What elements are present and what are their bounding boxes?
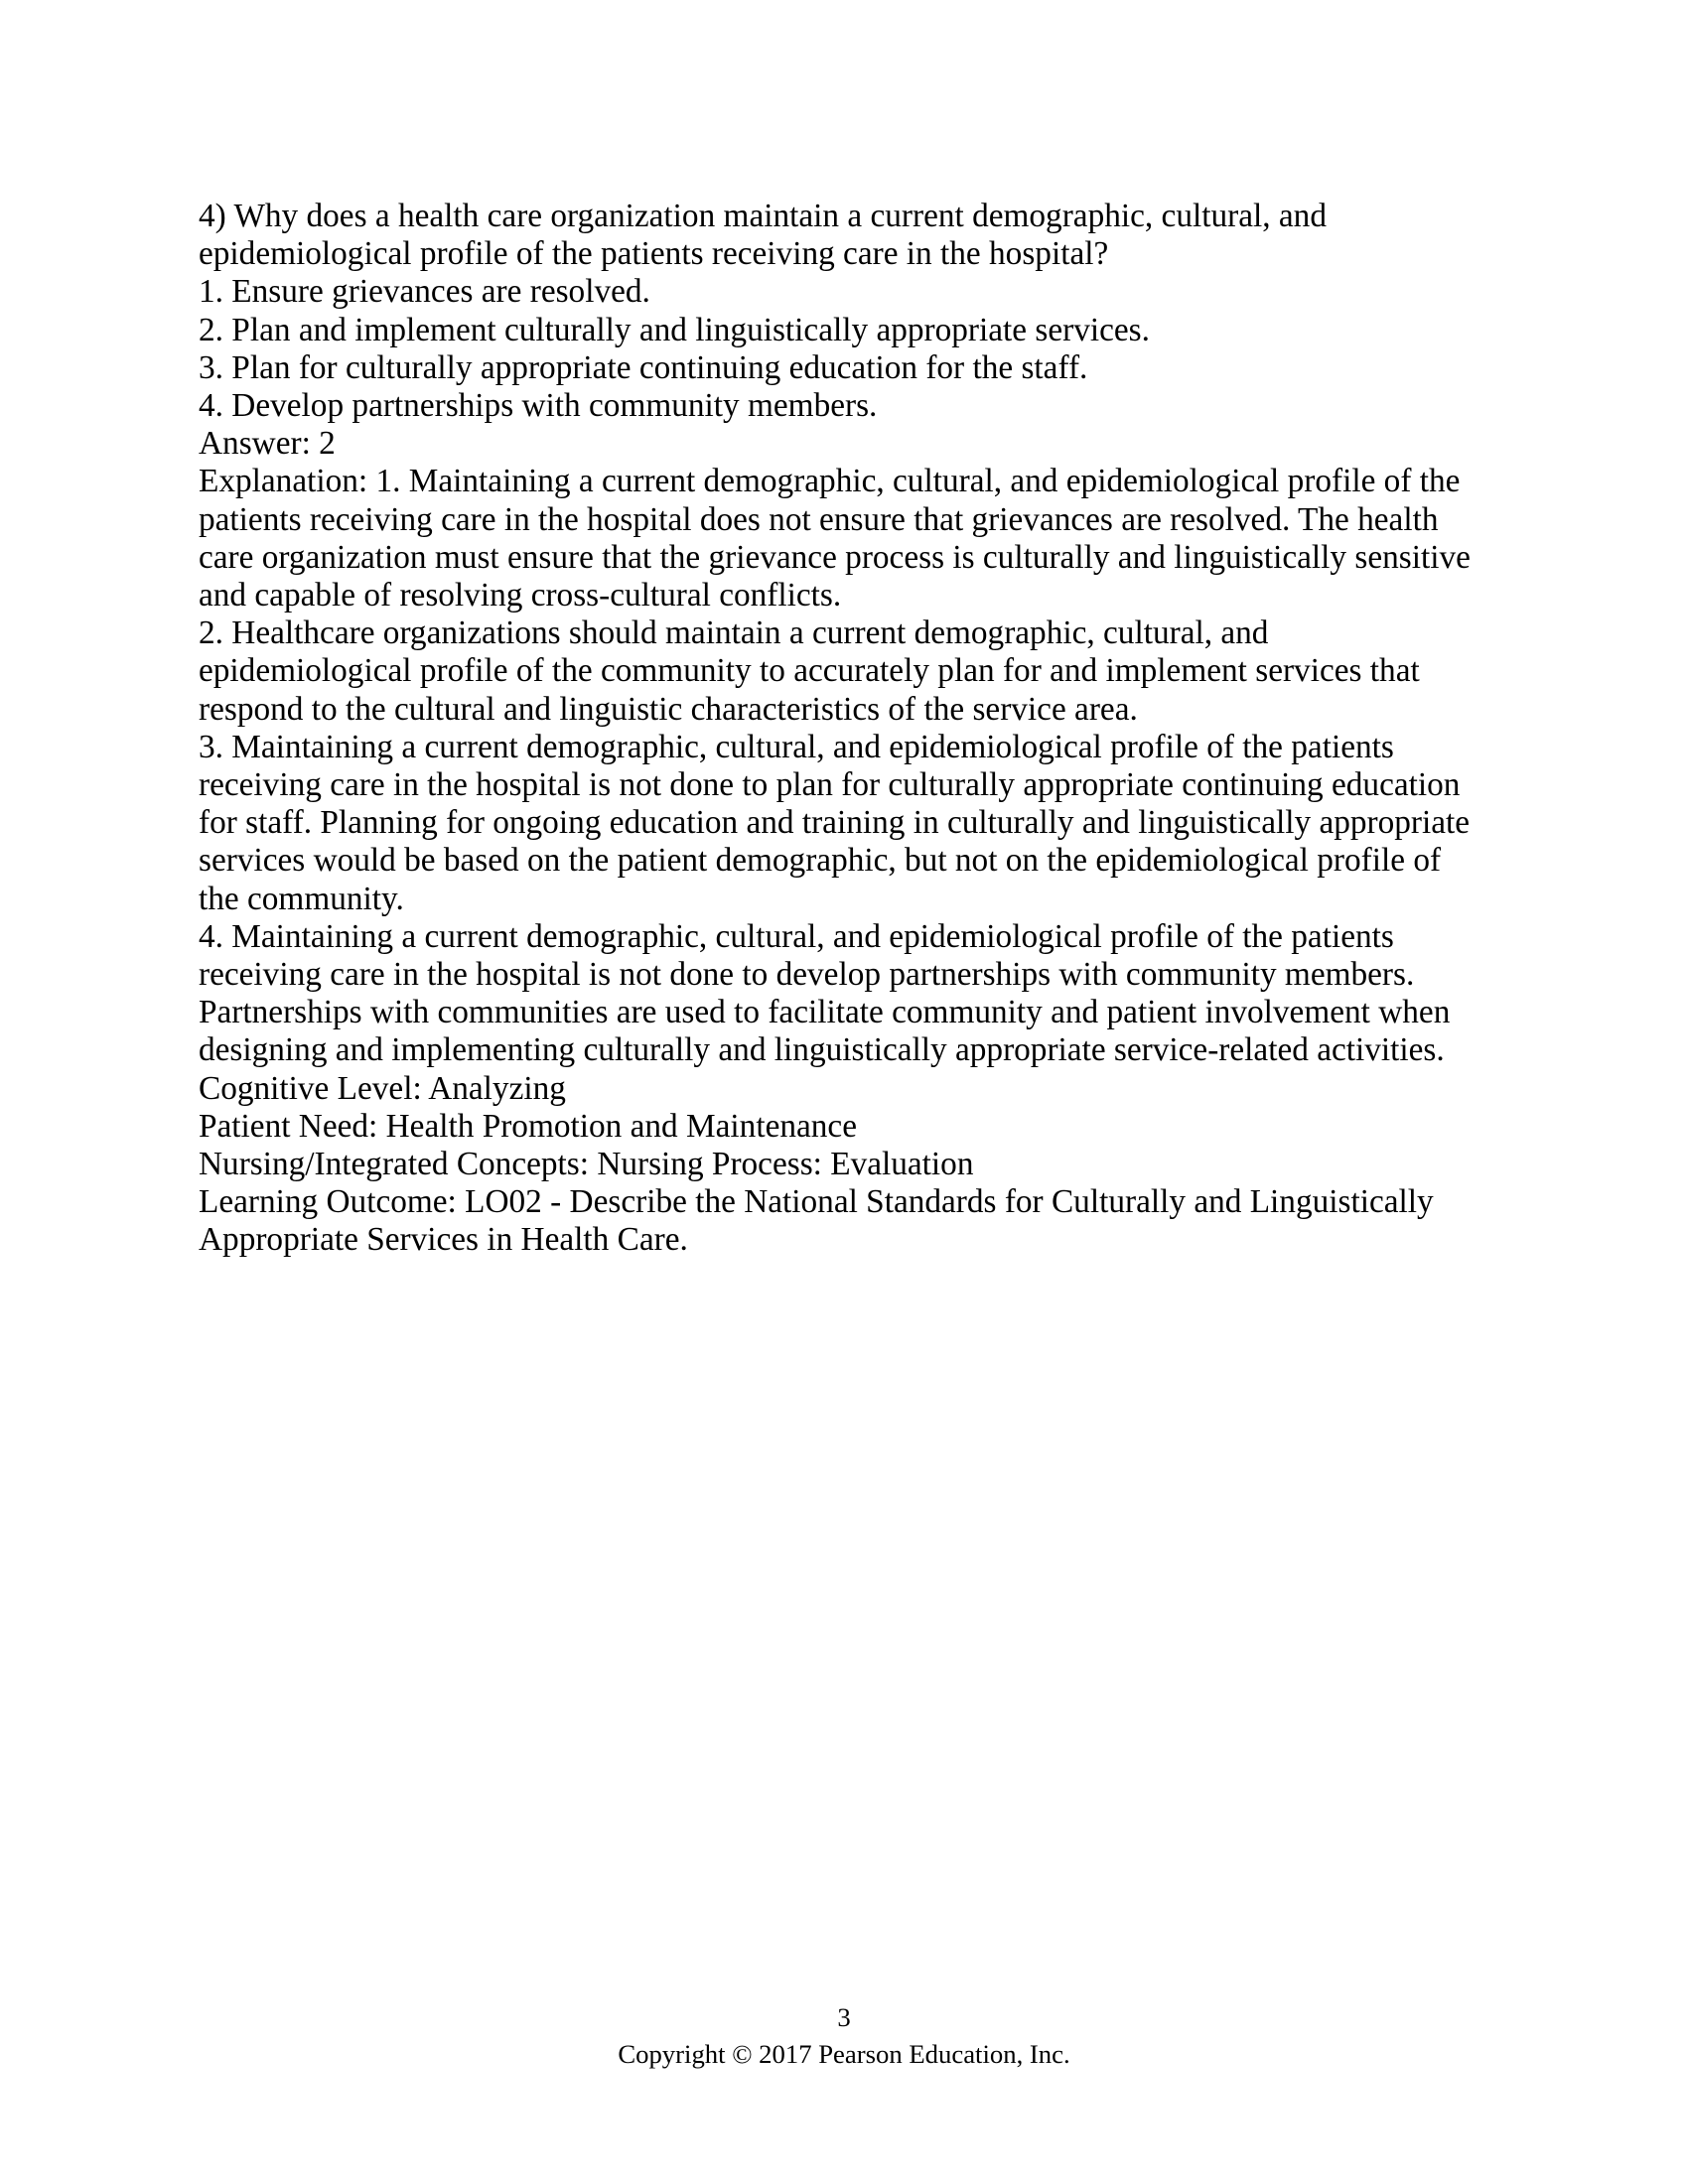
question-line: epidemiological profile of the patients receiving care in the hospital? bbox=[199, 235, 1109, 273]
explanation-line: the community. bbox=[199, 880, 404, 917]
explanation-line: Explanation: 1. Maintaining a current demographic, cultural, and epidemiological profile of the bbox=[199, 463, 1461, 500]
question-block bbox=[199, 198, 1489, 1260]
cognitive-level: Cognitive Level: Analyzing bbox=[199, 1069, 566, 1107]
explanation-line: and capable of resolving cross-cultural conflicts. bbox=[199, 577, 842, 614]
answer-line: Answer: 2 bbox=[199, 425, 336, 463]
explanation-line: care organization must ensure that the grievance process is culturally and linguistically sensitive bbox=[199, 538, 1471, 576]
explanation-line: receiving care in the hospital is not done to develop partnerships with community members. bbox=[199, 956, 1415, 994]
patient-need: Patient Need: Health Promotion and Maintenance bbox=[199, 1107, 857, 1145]
explanation-line: patients receiving care in the hospital does not ensure that grievances are resolved. The health bbox=[199, 500, 1439, 538]
explanation-line: epidemiological profile of the community to accurately plan for and implement services that bbox=[199, 652, 1420, 690]
nursing-concepts: Nursing/Integrated Concepts: Nursing Process: Evaluation bbox=[199, 1146, 974, 1183]
page-number: 3 bbox=[837, 2002, 851, 2032]
explanation-line: receiving care in the hospital is not done to plan for culturally appropriate continuing education bbox=[199, 766, 1461, 804]
explanation-line: 3. Maintaining a current demographic, cultural, and epidemiological profile of the patients bbox=[199, 728, 1394, 765]
learning-outcome-line: Appropriate Services in Health Care. bbox=[199, 1221, 688, 1259]
copyright-notice: Copyright © 2017 Pearson Education, Inc. bbox=[618, 2039, 1070, 2069]
explanation-line: Partnerships with communities are used to facilitate community and patient involvement when bbox=[199, 994, 1451, 1031]
option-4: 4. Develop partnerships with community members. bbox=[199, 387, 878, 425]
option-3: 3. Plan for culturally appropriate continuing education for the staff. bbox=[199, 348, 1088, 386]
explanation-line: 4. Maintaining a current demographic, cultural, and epidemiological profile of the patients bbox=[199, 917, 1394, 955]
option-1: 1. Ensure grievances are resolved. bbox=[199, 273, 650, 311]
question-line: 4) Why does a health care organization maintain a current demographic, cultural, and bbox=[199, 198, 1327, 234]
option-2: 2. Plan and implement culturally and linguistically appropriate services. bbox=[199, 311, 1150, 348]
explanation-line: services would be based on the patient demographic, but not on the epidemiological profile of bbox=[199, 842, 1442, 880]
explanation-line: for staff. Planning for ongoing education and training in culturally and linguistically appropriate bbox=[199, 804, 1471, 842]
explanation-line: designing and implementing culturally and linguistically appropriate service-related activities. bbox=[199, 1031, 1445, 1069]
explanation-line: respond to the cultural and linguistic characteristics of the service area. bbox=[199, 690, 1138, 728]
learning-outcome-line: Learning Outcome: LO02 - Describe the National Standards for Culturally and Linguistically bbox=[199, 1183, 1434, 1221]
explanation-line: 2. Healthcare organizations should maintain a current demographic, cultural, and bbox=[199, 614, 1269, 652]
